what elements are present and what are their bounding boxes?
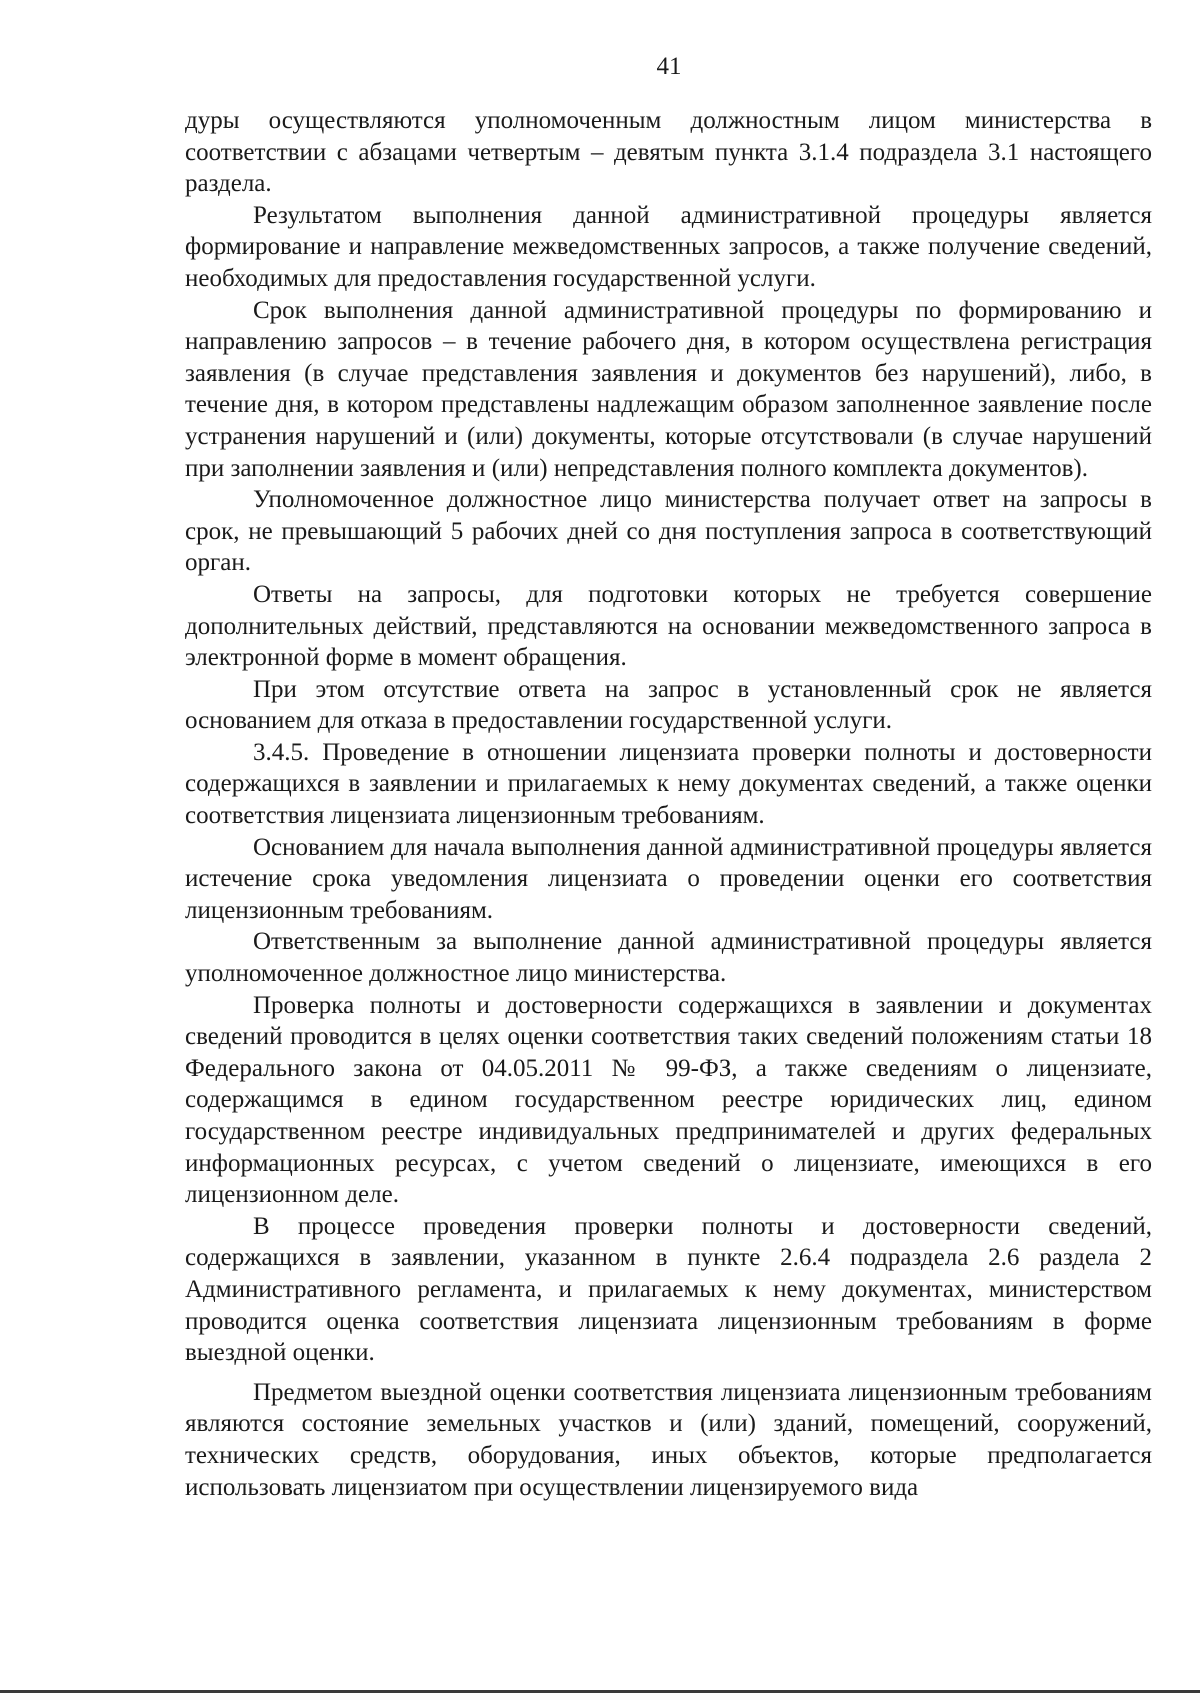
paragraph-verification: Проверка полноты и достоверности содержащихся в заявлении и документах сведений проводится в целях оценки соответствия таких сведений положениям статьи 18 Федерального закона от 04.05.2011 № 99-ФЗ, а также сведениям о лицензиате, содержащимся в едином государственном реестре юридических лиц, едином государственном реестре индивидуальных предпринимателей и других федеральных информационных ресурсах, с учетом сведений о лицензиате, имеющихся в его лицензионном деле. — [185, 991, 1152, 1209]
paragraph-responsible: Ответственным за выполнение данной административной процедуры является уполномоченное должностное лицо министерства. — [185, 928, 1152, 988]
paragraph-result: Результатом выполнения данной административной процедуры является формирование и направление межведомственных запросов, а также получение сведений, необходимых для предоставления государственной услуги. — [185, 201, 1152, 292]
paragraph-no-answer: При этом отсутствие ответа на запрос в установленный срок не является основанием для отказа в предоставлении государственной услуги. — [185, 675, 1152, 735]
document-body — [185, 105, 1152, 1503]
paragraph-process: В процессе проведения проверки полноты и достоверности сведений, содержащихся в заявлении, указанном в пункте 2.6.4 подраздела 2.6 раздела 2 Административного регламента, и прилагаемых к нему документах, министерством проводится оценка соответствия лицензиата лицензионным требованиям в форме выездной оценки. — [185, 1212, 1152, 1367]
paragraph-deadline: Срок выполнения данной административной процедуры по формированию и направлению запросов – в течение рабочего дня, в котором осуществлена регистрация заявления (в случае представления заявления и документов без нарушений), либо, в течение дня, в котором представлены надлежащим образом заполненное заявление после устранения нарушений и (или) документы, которые отсутствовали (в случае нарушений при заполнении заявления и (или) непредставления полного комплекта документов). — [185, 296, 1152, 482]
paragraph-basis: Основанием для начала выполнения данной административной процедуры является истечение срока уведомления лицензиата о проведении оценки его соответствия лицензионным требованиям. — [185, 833, 1152, 924]
paragraph-section-3-4-5: 3.4.5. Проведение в отношении лицензиата проверки полноты и достоверности содержащихся в заявлении и прилагаемых к нему документах сведений, а также оценки соответствия лицензиата лицензионным требованиям. — [185, 738, 1152, 830]
paragraph-subject: Предметом выездной оценки соответствия лицензиата лицензионным требованиям являются состояние земельных участков и (или) зданий, помещений, сооружений, технических средств, оборудования, иных объектов, которые предполагается использовать лицензиатом при осуществлении лицензируемого вида — [185, 1378, 1152, 1501]
paragraph-response-term: Уполномоченное должностное лицо министерства получает ответ на запросы в срок, не превышающий 5 рабочих дней со дня поступления запроса в соответствующий орган. — [185, 486, 1152, 577]
scan-edge-line — [0, 1690, 1200, 1693]
page-number: 41 — [656, 53, 682, 80]
paragraph-continuation: дуры осуществляются уполномоченным должностным лицом министерства в соответствии с абзацами четвертым – девятым пункта 3.1.4 подраздела 3.1 настоящего раздела. — [185, 107, 1152, 198]
paragraph-responses: Ответы на запросы, для подготовки которых не требуется совершение дополнительных действий, представляются на основании межведомственного запроса в электронной форме в момент обращения. — [185, 580, 1152, 672]
